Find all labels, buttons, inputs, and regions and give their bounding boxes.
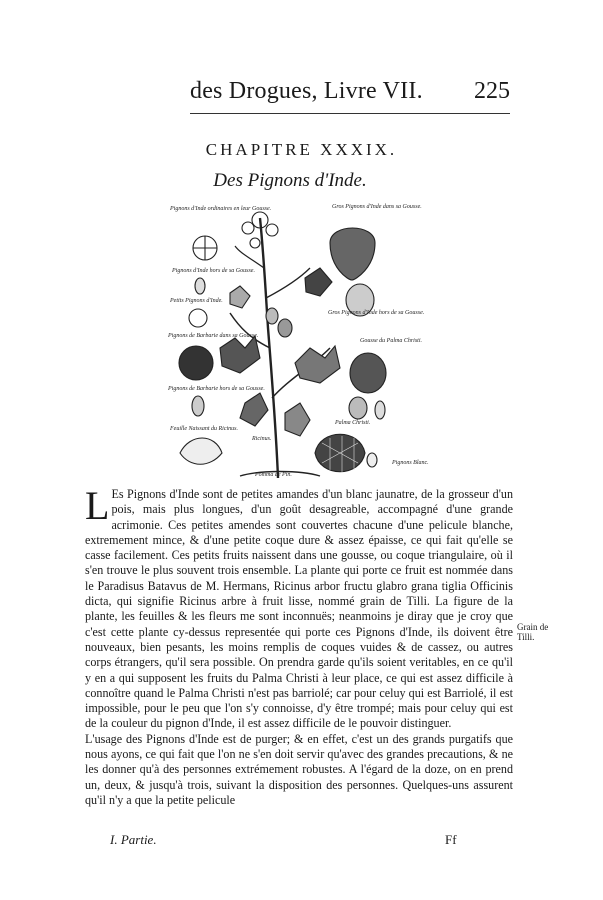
label-pignons-hors-gousse: Pignons d'Inde hors de sa Gousse.	[172, 268, 255, 274]
label-petits-pignons: Petits Pignons d'Inde.	[170, 298, 223, 304]
label-feuille-ricinus: Feuille Naissant du Ricinus.	[170, 426, 238, 432]
running-title: des Drogues, Livre VII.	[190, 78, 423, 104]
label-pignons-barbarie-hors: Pignons de Barbarie hors de sa Gousse.	[168, 386, 265, 392]
header-rule	[190, 113, 510, 114]
label-ricinus: Ricinus.	[252, 436, 272, 442]
label-palma-christi: Palma Christi.	[335, 420, 371, 426]
label-pignons-ordinaires: Pignons d'Inde ordinaires en leur Gousse.	[170, 206, 272, 212]
signature-left: I. Partie.	[110, 832, 157, 847]
signature-right: Ff	[445, 832, 457, 847]
running-header	[190, 78, 520, 108]
chapter-heading: CHAPITRE XXXIX.	[205, 140, 398, 159]
section-title: Des Pignons d'Inde.	[213, 170, 367, 191]
label-pignons-blanc: Pignons Blanc.	[392, 460, 429, 466]
label-gros-pignons-hors: Gros Pignons d'Inde hors de sa Gousse.	[328, 310, 425, 316]
body-text	[85, 483, 513, 808]
botanical-engraving	[160, 198, 450, 486]
paragraph-description-text: Es Pignons d'Inde sont de petites amandes d'un blanc jaunatre, de la grosseur d'un pois, mais plus longues, d'un goût desagreable, accompagné d'une grande acrimonie. Ces petites amendes sont couvertes chacune d'une pelicule blanche, extremement mince, & d'une petite coque dure & assez épaisse, ce qui fait qu'elle se casse facilement. Ces petits fruits naissent dans une gousse, ou coque triangulaire, où il s'en trouve le plus souvent trois ensemble. La plante qui porte ce fruit est nommée dans le Paradisus Batavus de M. Hermans, Ricinus arbor fructu glabro grana tiglia Officinis dicta, qui signifie Ricinus arbre à fruit lisse, nommé grain de Tilli. La figure de la plante, les feuilles & les fleurs me sont inconnuës; neanmoins je diray que je croy que c'est cette plante cy-dessus representée qui porte ces Pignons d'Inde, ils doivent être nouveaux, bien pesants, les moins remplis de coques vuides & de cassez, ou autres corps étrangers, qu'il sera possible. On prendra garde qu'ils soient veritables, en ce qu'il y en a qui supposent les fruits du Palma Christi à leur place, ce qui est assez difficile à connoître quand le Palma Christi n'est pas barriolé; car pour celuy qui est Barriolé, il est impossible, pour le peu que l'on s'y connoisse, d'y être trompé; mais pour celuy qui est de la couleur du pignon d'Inde, il est assez difficile de le pouvoir distinguer.	[85, 487, 513, 731]
page-number: 225	[474, 78, 510, 104]
drop-cap: L	[85, 483, 110, 528]
label-gousse-palma: Gousse du Palma Christi.	[360, 338, 423, 344]
paragraph-description	[85, 483, 513, 732]
paragraph-usage: L'usage des Pignons d'Inde est de purger; & en effet, c'est un des grands purgatifs que nous ayons, ce qui fait que l'on ne s'en doit servir qu'avec des grandes precautions, & ne les donner qu'à des personnes extrémement robustes. A l'égard de la doze, on en prend un, deux, & jusqu'à trois, suivant la disposition des personnes. Quelques-uns assurent qu'il n'y a que la petite pelicule	[85, 731, 513, 807]
margin-note: Grain de Tilli.	[517, 622, 549, 642]
label-gros-pignons-gousse: Gros Pignons d'Inde dans sa Gousse.	[332, 204, 422, 210]
label-pomma-de-pin: Pomma de Pin.	[255, 472, 292, 478]
label-pignons-barbarie-gousse: Pignons de Barbarie dans sa Gousse.	[168, 333, 259, 339]
